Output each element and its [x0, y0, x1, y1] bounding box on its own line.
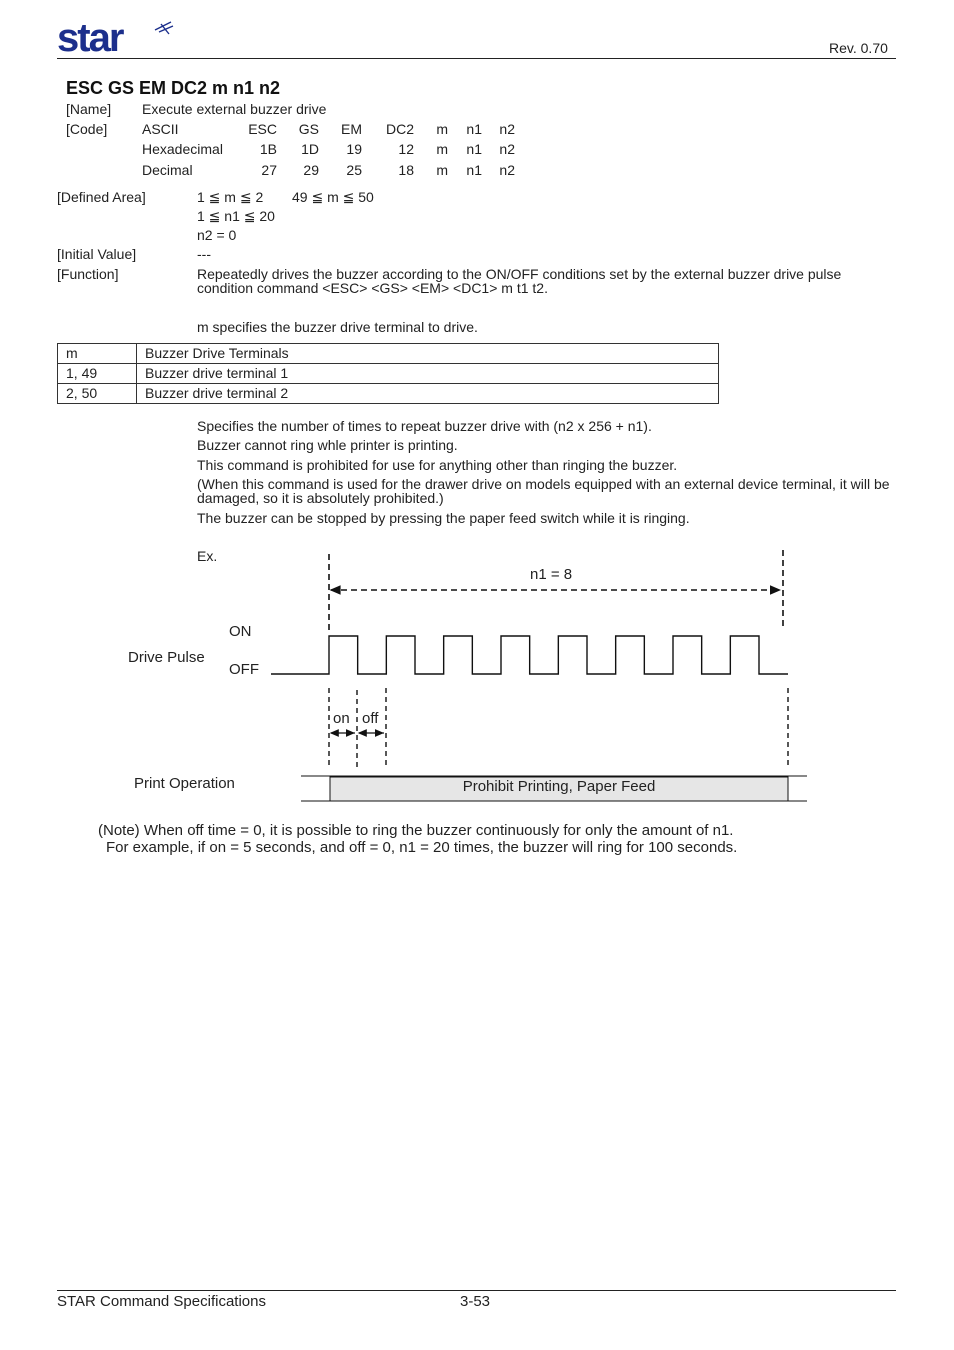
code-row-label: Decimal: [142, 162, 193, 178]
on-span-label: on: [333, 710, 350, 727]
name-label: [Name]: [66, 101, 112, 117]
off-span-label: off: [362, 710, 379, 727]
defined-area-m-range-2: 49 ≦ m ≦ 50: [292, 189, 374, 205]
code-cell: m: [436, 121, 448, 137]
code-cell: n2: [499, 141, 515, 157]
code-cell: 1D: [301, 141, 319, 157]
table-header-m: m: [58, 344, 137, 364]
defined-area-n2-value: n2 = 0: [197, 227, 237, 243]
code-cell: 1B: [259, 141, 277, 157]
footer-rule: [57, 1290, 896, 1291]
footnote-line-2: For example, if on = 5 seconds, and off = 0, n1 = 20 times, the buzzer will ring for 100 seconds.: [106, 839, 738, 856]
table-cell: Buzzer drive terminal 1: [137, 364, 719, 384]
code-cell: n2: [499, 121, 515, 137]
code-label: [Code]: [66, 121, 108, 137]
note-prohibited: This command is prohibited for use for anything other than ringing the buzzer.: [197, 457, 678, 473]
code-cell: EM: [341, 121, 362, 137]
code-cell: 19: [346, 141, 362, 157]
note-printing: Buzzer cannot ring whle printer is printing.: [197, 437, 458, 453]
footnote-line-1: (Note) When off time = 0, it is possible to ring the buzzer continuously for only the amount of n1.: [98, 822, 734, 839]
example-label: Ex.: [197, 548, 218, 564]
defined-area-m-range-1: 1 ≦ m ≦ 2: [197, 189, 264, 205]
name-value: Execute external buzzer drive: [142, 101, 327, 117]
m-spec-text: m specifies the buzzer drive terminal to drive.: [197, 319, 478, 335]
code-cell: DC2: [385, 121, 414, 137]
table-cell: 2, 50: [58, 384, 137, 404]
code-row-label: ASCII: [142, 121, 179, 137]
svg-text:star: star: [57, 18, 123, 58]
drive-pulse-waveform: [271, 636, 788, 674]
revision-label: Rev. 0.70: [829, 40, 888, 56]
off-level-label: OFF: [229, 661, 259, 678]
note-stop: The buzzer can be stopped by pressing the paper feed switch while it is ringing.: [197, 510, 690, 526]
code-cell: m: [436, 162, 448, 178]
print-operation-label: Print Operation: [134, 775, 235, 792]
note-drawer-warning: (When this command is used for the drawer drive on models equipped with an external device terminal, it will be damaged, so it is absolutely prohibited.): [197, 476, 890, 506]
code-cell: 18: [398, 162, 414, 178]
code-cell: GS: [298, 121, 319, 137]
defined-area-n1-range: 1 ≦ n1 ≦ 20: [197, 208, 275, 224]
code-cell: m: [436, 141, 448, 157]
code-cell: 27: [261, 162, 277, 178]
code-cell: 12: [398, 141, 414, 157]
function-label: [Function]: [57, 266, 119, 282]
table-cell: Buzzer drive terminal 2: [137, 384, 719, 404]
drive-pulse-label: Drive Pulse: [128, 649, 205, 666]
footer-page-number: 3-53: [460, 1293, 491, 1310]
code-cell: n1: [466, 162, 482, 178]
code-cell: 25: [346, 162, 362, 178]
code-cell: ESC: [248, 121, 277, 137]
command-title: ESC GS EM DC2 m n1 n2: [66, 78, 281, 98]
initial-value-label: [Initial Value]: [57, 246, 137, 262]
footer-doc-title: STAR Command Specifications: [57, 1293, 266, 1310]
code-cell: 29: [303, 162, 319, 178]
table-header-terminals: Buzzer Drive Terminals: [137, 344, 719, 364]
defined-area-label: [Defined Area]: [57, 189, 146, 205]
initial-value: ---: [197, 246, 211, 262]
code-row-label: Hexadecimal: [142, 141, 223, 157]
code-cell: n1: [466, 121, 482, 137]
code-cell: n1: [466, 141, 482, 157]
on-level-label: ON: [229, 623, 252, 640]
prohibit-label: Prohibit Printing, Paper Feed: [462, 778, 656, 795]
code-cell: n2: [499, 162, 515, 178]
n1-label: n1 = 8: [530, 566, 573, 583]
table-cell: 1, 49: [58, 364, 137, 384]
note-repeat: Specifies the number of times to repeat buzzer drive with (n2 x 256 + n1).: [197, 418, 652, 434]
function-text: Repeatedly drives the buzzer according to the ON/OFF conditions set by the external buzzer drive pulse condition command <ESC> <GS> <EM> <DC1> m t1 t2.: [197, 266, 842, 296]
